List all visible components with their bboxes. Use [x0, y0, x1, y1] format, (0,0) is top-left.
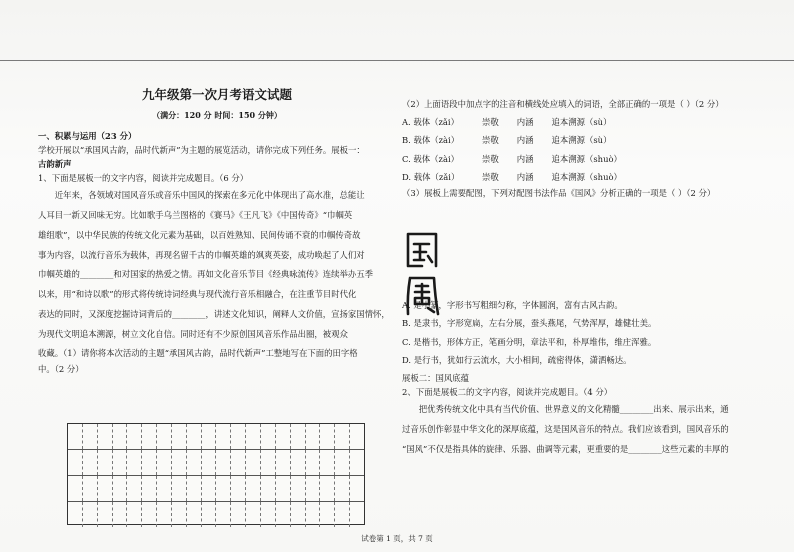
left-column — [38, 86, 396, 375]
question-1-3: （3）展板上需要配图，下列对配图书法作品《国风》分析正确的一项是（ ）（2 分） — [402, 187, 716, 198]
option-word: 内涵 — [516, 117, 534, 128]
option-word: 追本溯源（sù） — [551, 135, 612, 146]
question-2: 2、下面是展板二的文字内容，阅读并完成题目。（4 分） — [402, 387, 613, 398]
option-pinyin: B. 载体（zài） — [402, 135, 460, 146]
choice-a: A. 是小篆，字形书写粗细匀称，字体圆润，富有古风古韵。 — [402, 300, 623, 311]
calligraphy-guofeng-image — [402, 226, 442, 321]
passage-1-line: 为现代文明追本溯源，树立文化自信。同时还有不少原创国风音乐作品出圈，被观众 — [38, 328, 348, 339]
header-rule — [0, 60, 794, 61]
passage-1-line: 近年来，各领域对国风音乐或音乐中国风的探索在多元化中体现出了高水准，总能让 — [54, 190, 365, 201]
passage-1-line: 雄组歌”，以中华民族的传统文化元素为基础，以百姓熟知、民间传诵不衰的巾帼传奇故 — [38, 229, 361, 240]
passage-1 — [38, 186, 396, 375]
question-1: 1、下面是展板一的文字内容，阅读并完成题目。（6 分） — [38, 173, 249, 184]
exam-meta: （满分：120 分 时间：150 分钟） — [152, 110, 282, 121]
board2-title: 展板二：国风底蕴 — [402, 372, 469, 383]
right-column — [402, 96, 774, 460]
grid-row — [68, 502, 364, 527]
option-word: 内涵 — [516, 171, 534, 182]
passage-1-line: 事为内容，以流行音乐为载体，再现名留千古的巾帼英雄的飒爽英姿，成功唤起了人们对 — [38, 249, 365, 260]
passage-2 — [402, 400, 774, 459]
choice-d: D. 是行书，犹如行云流水，大小相间，疏密得体，潇洒畅达。 — [402, 354, 632, 365]
board1-title: 古韵新声 — [38, 159, 72, 170]
tianzige-writing-grid[interactable] — [67, 423, 365, 525]
choice-b: B. 是隶书，字形宽扁，左右分展，蚕头燕尾，气势浑厚，雄健壮美。 — [402, 318, 657, 329]
option-word: 内涵 — [516, 153, 534, 164]
question-1-1-score: 中。（2 分） — [38, 364, 84, 375]
passage-1-line: 巾帼英雄的________和对国家的热爱之情。再如文化音乐节目《经典咏流传》连续举办五季 — [38, 269, 373, 280]
activity-intro: 学校开展以“承国风古韵，品时代新声”为主题的展览活动，请你完成下列任务。展板一： — [38, 144, 365, 155]
option-pinyin: C. 载体（zài） — [402, 153, 460, 164]
option-word: 内涵 — [516, 135, 534, 146]
passage-2-line: 把优秀传统文化中具有当代价值、世界意义的文化精髓________出来、展示出来，通 — [418, 404, 729, 415]
grid-row — [68, 424, 364, 450]
calligraphy-spacer — [402, 201, 774, 297]
option-pinyin: D. 载体（zǎi） — [402, 171, 460, 182]
grid-row — [68, 476, 364, 502]
passage-1-line: 以来，用“和诗以歌”的形式将传统诗词经典与现代流行音乐相融合，在注重节目时代化 — [38, 289, 357, 300]
option-word: 崇敬 — [482, 153, 499, 164]
option-word: 追本溯源（shuò） — [551, 153, 622, 164]
passage-2-line: 过音乐创作彰显中华文化的深厚底蕴，这是国风音乐的特点。我们应该看到，国风音乐的 — [402, 424, 729, 434]
choice-c: C. 是楷书，形体方正，笔画分明，章法平和，朴厚堆伟，维庄浑雅。 — [402, 336, 657, 347]
option-word: 崇敬 — [482, 135, 499, 146]
passage-1-line: 表达的同时，又深度挖掘诗词背后的________，讲述文化知识，阐释人文价值，宣扬家国情怀， — [38, 308, 390, 319]
passage-1-line: 收藏。（1）请你将本次活动的主题“承国风古韵，品时代新声”工整地写在下面的田字格 — [38, 348, 358, 359]
passage-1-line: 人耳目一新又回味无穷。比如歌手乌兰图格的《赛马》《王凡飞》《中国传奇》“巾帼英 — [38, 210, 353, 221]
exam-title: 九年级第一次月考语文试题 — [141, 87, 292, 102]
option-row — [402, 116, 774, 128]
grid-row — [68, 450, 364, 476]
question-1-2: （2）上面语段中加点字的注音和横线处应填入的词语，全部正确的一项是（ ）（2 分） — [402, 99, 724, 109]
page-footer: 试卷第 1 页，共 7 页 — [361, 534, 433, 543]
option-word: 追本溯源（shuò） — [551, 171, 622, 182]
option-row — [402, 134, 774, 146]
option-word: 追本溯源（sù） — [551, 117, 612, 128]
option-row — [402, 153, 774, 165]
section-1-heading: 一、积累与运用（23 分） — [38, 130, 137, 141]
option-word: 崇敬 — [482, 117, 499, 128]
option-row — [402, 171, 774, 183]
answer-options — [402, 116, 774, 183]
option-pinyin: A. 载体（zǎi） — [402, 117, 459, 128]
passage-2-line: “国风”不仅是指具体的旋律、乐器、曲调等元素，更重要的是________这些元素的丰厚的 — [402, 443, 729, 454]
option-word: 崇敬 — [482, 171, 499, 182]
